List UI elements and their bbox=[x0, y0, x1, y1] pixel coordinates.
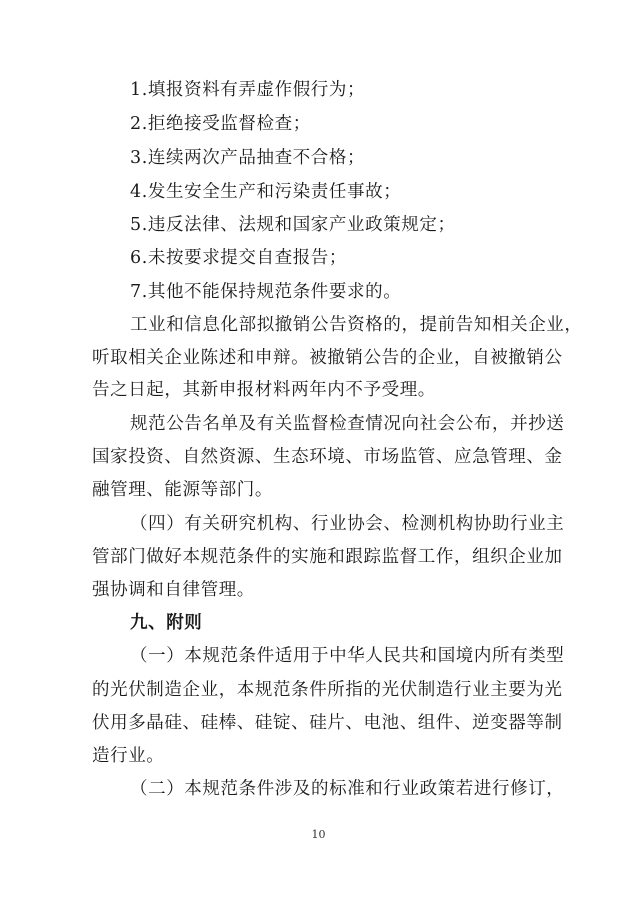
paragraph-line: （四）有关研究机构、行业协会、检测机构协助行业主 bbox=[130, 514, 565, 534]
paragraph-line: 管部门做好本规范条件的实施和跟踪监督工作，组织企业加 bbox=[92, 547, 563, 567]
text-line: 4.发生安全生产和污染责任事故； bbox=[130, 182, 402, 202]
text-line: 7.其他不能保持规范条件要求的。 bbox=[130, 282, 402, 302]
text-line: 3.连续两次产品抽查不合格； bbox=[130, 148, 366, 168]
paragraph-line: 的光伏制造企业，本规范条件所指的光伏制造行业主要为光 bbox=[92, 680, 563, 700]
text-line: 6.未按要求提交自查报告； bbox=[130, 248, 347, 268]
paragraph-line: 伏用多晶硅、硅棒、硅锭、硅片、电池、组件、逆变器等制 bbox=[92, 713, 563, 733]
paragraph-line: 规范公告名单及有关监督检查情况向社会公布，并抄送 bbox=[130, 414, 565, 434]
paragraph-line: 工业和信息化部拟撤销公告资格的，提前告知相关企业， bbox=[130, 315, 583, 335]
paragraph-line: 国家投资、自然资源、生态环境、市场监管、应急管理、金 bbox=[92, 447, 563, 467]
section-heading: 九、附则 bbox=[130, 613, 203, 633]
paragraph-line: 告之日起，其新申报材料两年内不予受理。 bbox=[92, 380, 436, 400]
paragraph-line: 听取相关企业陈述和申辩。被撤销公告的企业，自被撤销公 bbox=[92, 348, 563, 368]
paragraph-line: （一）本规范条件适用于中华人民共和国境内所有类型 bbox=[130, 646, 565, 666]
text-line: 5.违反法律、法规和国家产业政策规定； bbox=[130, 215, 456, 235]
paragraph-line: 强协调和自律管理。 bbox=[92, 580, 255, 600]
paragraph-line: （二）本规范条件涉及的标准和行业政策若进行修订， bbox=[130, 779, 565, 799]
page-number: 10 bbox=[311, 828, 326, 841]
text-line: 1.填报资料有弄虚作假行为； bbox=[130, 80, 366, 100]
paragraph-line: 造行业。 bbox=[92, 746, 165, 766]
paragraph-line: 融管理、能源等部门。 bbox=[92, 480, 273, 500]
text-line: 2.拒绝接受监督检查； bbox=[130, 114, 311, 134]
